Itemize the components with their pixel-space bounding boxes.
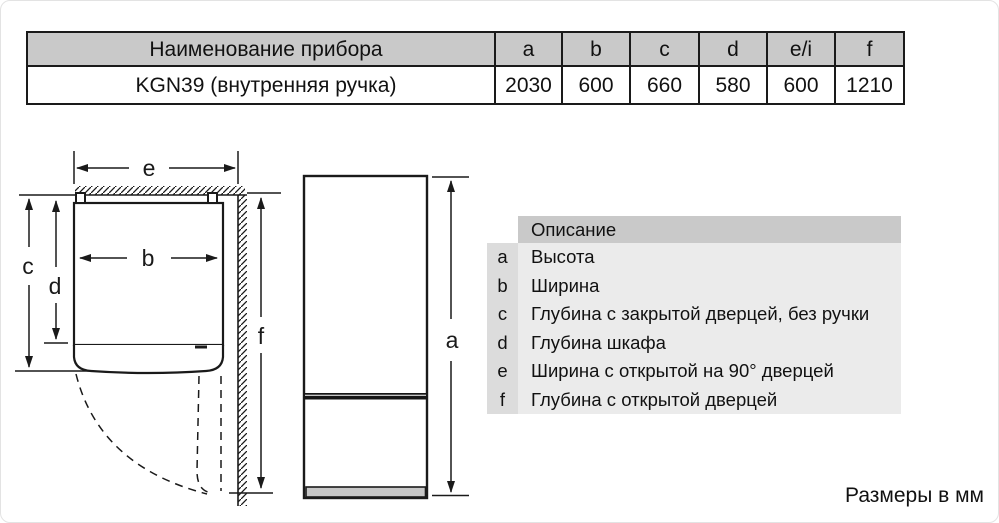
col-header-ei: e/i [767,32,835,66]
col-header-d: d [699,32,767,66]
value-b: 600 [562,66,630,104]
hinge-right [208,193,217,203]
door-swing-arc [76,374,207,494]
value-a: 2030 [495,66,562,104]
value-c: 660 [630,66,699,104]
legend-text: Глубина с открытой дверцей [518,386,901,415]
legend [487,216,901,414]
dimensions-table [26,31,905,105]
plinth [306,487,426,497]
legend-key: c [487,300,518,329]
dim-label-c: c [22,253,34,279]
legend-text: Ширина с открытой на 90° дверцей [518,357,901,386]
freezer-divider [304,393,427,400]
dim-label-a: a [445,327,459,353]
dim-f [229,193,281,493]
col-header-a: a [495,32,562,66]
door-open-left-edge [197,376,213,493]
dim-label-b: b [141,245,155,271]
col-header-b: b [562,32,630,66]
col-header-c: c [630,32,699,66]
legend-key: f [487,386,518,415]
dim-d [44,201,68,343]
value-ei: 600 [767,66,835,104]
legend-key: e [487,357,518,386]
technical-drawing [1,131,481,523]
legend-item-c [487,300,901,329]
legend-item-f [487,386,901,415]
legend-text: Глубина шкафа [518,329,901,358]
legend-text: Высота [518,243,901,272]
dim-a [432,177,469,496]
table-row [27,66,904,104]
legend-key: d [487,329,518,358]
legend-key: b [487,272,518,301]
legend-item-b [487,272,901,301]
dim-e [74,151,238,184]
wall-right [238,195,247,506]
legend-item-e [487,357,901,386]
dim-label-f: f [257,323,265,349]
col-header-name: Наименование прибора [27,32,495,66]
legend-text: Глубина с закрытой дверцей, без ручки [518,300,901,329]
model-name: KGN39 (внутренняя ручка) [27,66,495,104]
value-d: 580 [699,66,767,104]
fridge-front-view [304,176,427,498]
legend-key: a [487,243,518,272]
col-header-f: f [835,32,904,66]
dim-label-e: e [142,155,156,181]
table-header-row [27,32,904,66]
hinge-left [76,193,85,203]
legend-item-d [487,329,901,358]
legend-title: Описание [518,216,901,243]
value-f: 1210 [835,66,904,104]
door-closed-outline [74,345,223,373]
units-note: Размеры в мм [845,484,984,507]
fridge-top-view [74,193,223,494]
dim-label-d: d [48,273,62,299]
legend-header [487,216,901,243]
legend-item-a [487,243,901,272]
legend-text: Ширина [518,272,901,301]
